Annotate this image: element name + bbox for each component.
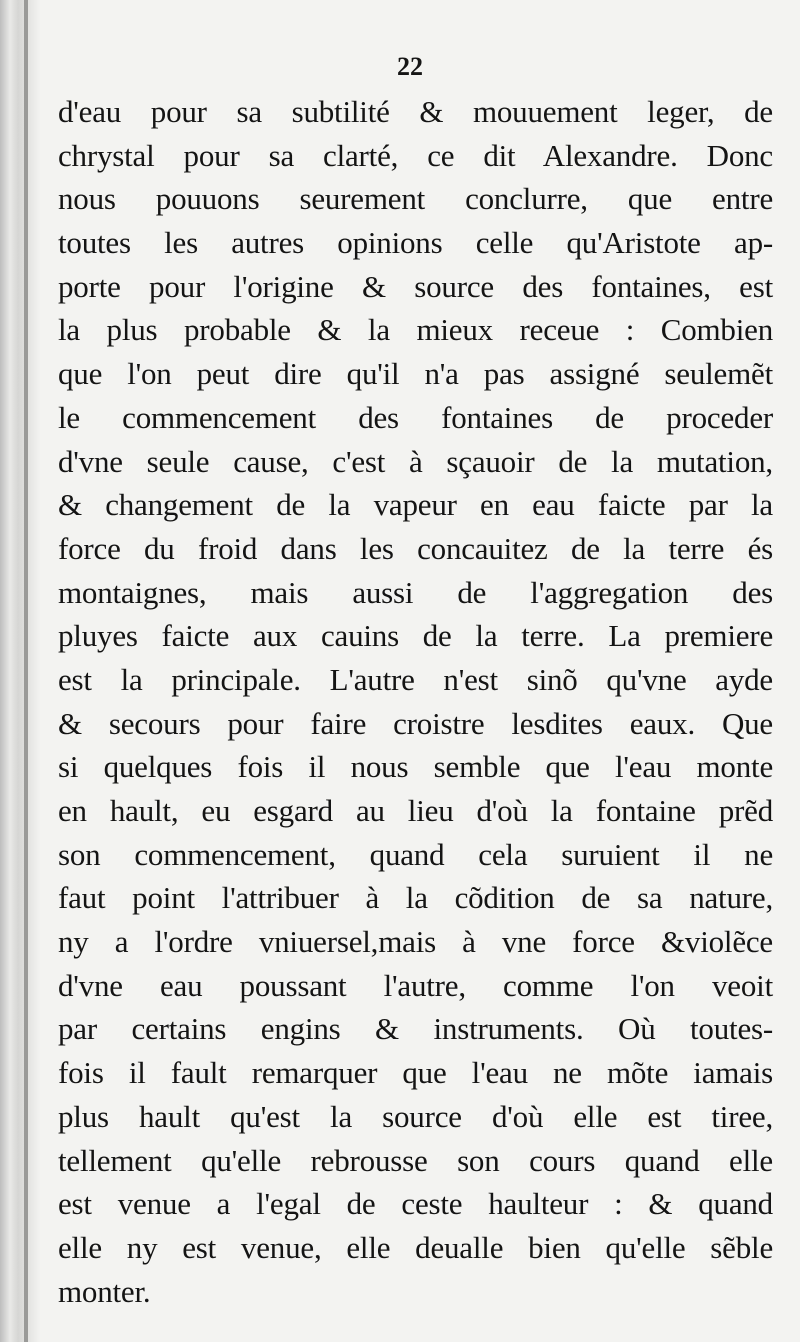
text-line: monter. [58, 1273, 151, 1309]
text-line: la plus probable & la mieux receue : Combien [58, 312, 773, 348]
text-line: d'vne seule cause, c'est à sçauoir de la mutation, [58, 443, 773, 479]
page-number: 22 [397, 52, 423, 81]
text-line: ny a l'ordre vniuersel,mais à vne force &violẽce [58, 924, 773, 960]
text-line: nous pouuons seurement conclurre, que entre [58, 181, 773, 217]
text-line: est la principale. L'autre n'est sinõ qu'vne ayde [58, 661, 773, 697]
body-text [58, 90, 773, 1313]
text-line: faut point l'attribuer à la cõdition de sa nature, [58, 880, 773, 916]
text-line: en hault, eu esgard au lieu d'où la fontaine prẽd [58, 793, 773, 828]
text-line: fois il fault remarquer que l'eau ne mõte iamais [58, 1055, 773, 1091]
text-line: que l'on peut dire qu'il n'a pas assigné seulemẽt [58, 356, 773, 392]
text-line: tellement qu'elle rebrousse son cours quand elle [58, 1142, 773, 1178]
text-line: toutes les autres opinions celle qu'Aristote ap- [58, 225, 773, 261]
text-line: montaignes, mais aussi de l'aggregation des [58, 574, 773, 610]
text-line: plus hault qu'est la source d'où elle est tiree, [58, 1098, 773, 1134]
text-line: si quelques fois il nous semble que l'eau monte [58, 749, 773, 785]
text-line: d'eau pour sa subtilité & mouuement leger, de [58, 94, 773, 129]
text-line: force du froid dans les concauitez de la terre és [58, 530, 773, 566]
text-line: porte pour l'origine & source des fontaines, est [58, 268, 773, 304]
text-line: & changement de la vapeur en eau faicte par la [58, 487, 773, 523]
text-line: pluyes faicte aux cauins de la terre. La premiere [58, 618, 773, 654]
text-line: est venue a l'egal de ceste haulteur : & quand [58, 1186, 773, 1222]
text-line: elle ny est venue, elle deualle bien qu'elle sẽble [58, 1229, 773, 1265]
text-line: le commencement des fontaines de proceder [58, 399, 773, 435]
text-line: son commencement, quand cela suruient il ne [58, 836, 773, 872]
text-line: par certains engins & instruments. Où toutes- [58, 1011, 773, 1047]
text-line: d'vne eau poussant l'autre, comme l'on veoit [58, 967, 773, 1003]
binding-shadow [0, 0, 40, 1342]
text-line: & secours pour faire croistre lesdites eaux. Que [58, 705, 773, 741]
binding-edge-line [24, 0, 28, 1342]
text-line: chrystal pour sa clarté, ce dit Alexandre. Donc [58, 137, 773, 173]
